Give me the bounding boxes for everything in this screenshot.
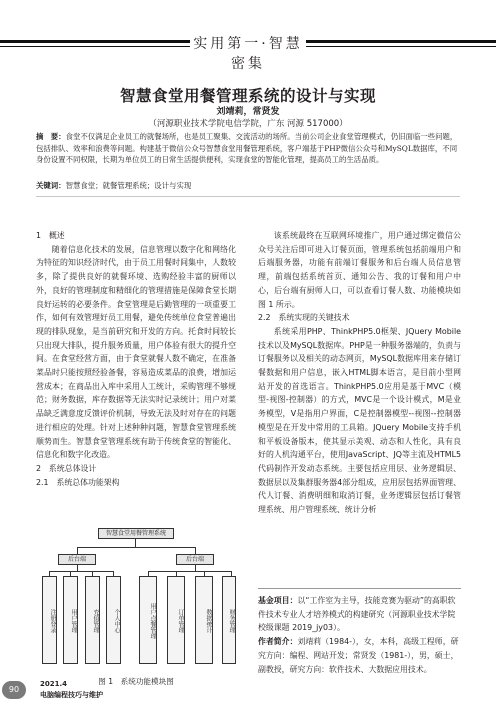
diagram-frontend-box: 后台端	[58, 554, 96, 565]
column-separator: ·	[261, 36, 269, 52]
diagram-connector	[77, 547, 78, 554]
diagram-leaf-box: 个人中心	[106, 576, 121, 664]
fund-text: 以“工作室为主导，技能竞赛为驱动”的高职软件技术专业人才培养模式的构建研究（河源职业技术学院校级课题 2019_jy03）。	[258, 596, 456, 633]
author-note	[258, 635, 461, 676]
diagram-leaf-box: 财务管理	[222, 576, 236, 664]
diagram-connector	[77, 547, 195, 548]
diagram-leaf-box: 充值管理	[85, 576, 100, 664]
column-name: 实用第一	[193, 36, 262, 52]
author-text: 刘靖莉（1984-），女，本科，高级工程师，研究方向：编程、网站开发；常贤发（1981-），男，硕士，副教授，研究方向：软件技术、大数据应用技术。	[258, 637, 459, 674]
left-column	[36, 229, 236, 489]
keywords-label: 关键词：	[36, 181, 66, 190]
diagram-connector	[148, 571, 232, 572]
header-rule-left	[0, 40, 190, 43]
abstract-text: 食堂不仅满足企业员工的就餐场所，也是员工聚集、交流活动的场所。当前公司企业食堂管理模式，仍旧面临一些问题，包括排队、效率和浪费等问题。构建基于微信公众号智慧食堂用餐管理系统，客户端基于PHP微信公众号和MySQL数据库，不同身份设置不同权限，长期为单位员工的日常生活提供便利，实现食堂的智能化管理，提高员工的生活品质。	[36, 132, 458, 165]
diagram-connector	[135, 539, 136, 547]
diagram-leaf-box: 用户点餐管理	[139, 576, 157, 664]
key-tech-paragraph: 系统采用PHP、ThinkPHP5.0框架、JQuery Mobile技术以及MySQL数据库。PHP是一种服务器端的，负责与订餐服务以及相关的动态网页，MySQL数据库用来存储订餐数据和用户信息，嵌入HTML脚本语言，是目前小型网站开发的首选语言。ThinkPHP5.0应用是基于MVC（模型-视图-控制器）的方式，MVC是一个设计模式，M是业务模型，V是指用户界面，C是控制器模型--视图--控制器模型是在开发中常用的工具箱。JQuery Mobile支持手机和平板设备版本，使其显示美观、动态和人性化，具有良好的人机沟通平台，使用JavaScript、JQ等主流及HTML5代码制作开发动态系统。主要包括应用层、业务逻辑层、数据层以及集群服务器4部分组成，应用层包括界面管理、代人订餐、消费明细和取消订餐，业务逻辑层包括订餐管理系统、用户管理系统、统计分析	[258, 326, 461, 515]
journal-name: 电脑编程技巧与维护	[40, 691, 103, 699]
header-thin-rule-left	[0, 46, 190, 47]
keywords-text: 智慧食堂；就餐管理系统；设计与实现	[65, 181, 192, 190]
function-module-diagram	[36, 528, 236, 682]
figure-caption: 图 1 系统功能模块图	[98, 677, 174, 686]
issue-number: 2021.4	[40, 680, 68, 688]
diagram-leaf-box: 订单管理	[167, 576, 185, 664]
section-heading-2: 2 系统总体设计	[36, 463, 97, 473]
paper-title: 智慧食堂用餐管理系统的设计与实现	[119, 87, 376, 105]
paper-authors: 刘靖莉，常贤发	[216, 107, 280, 117]
diagram-leaf-box: 数据统计	[195, 576, 213, 664]
header-thin-rule-right	[306, 46, 496, 47]
diagram-connector	[49, 571, 114, 572]
page-number: 90	[2, 681, 26, 699]
fund-note	[258, 594, 461, 635]
right-column	[258, 229, 461, 517]
abstract	[36, 131, 460, 177]
column-name-2: 智慧密集	[231, 36, 303, 72]
author-label: 作者简介：	[258, 637, 298, 647]
diagram-backend-box: 后台端	[176, 554, 214, 565]
keywords	[36, 180, 460, 191]
footnotes	[258, 594, 461, 676]
paper-affiliation: （河源职业技术学院电信学院，广东 河源 517000）	[148, 119, 348, 129]
section-1-paragraph: 随着信息化技术的发展，信息管理以数字化和网络化为特征的知识经济时代，由于员工用餐时间集中，人数较多，除了提供良好的就餐环境、选购经验丰富的厨师以外，良好的管理制度和精细化的管理措施是保障食堂长期良好运转的必要条件。食堂管理是后勤管理的一项重要工作，如何有效管理好员工用餐，避免传统单位食堂普遍出现的排队现象，是当前研究和开发的方向。托食时间较长只出现大排队，提升服务质量，用户体验有很大的提升空间。在食堂经营方面，由于食堂就餐人数不确定，在准备菜品时只能按照经验备餐，容易造成菜品的浪费，增加运营成本；在商品出入库中采用人工统计，采购管理不够规范；财务数据，库存数据等无法实时记录统计；用户对菜品缺乏满意度反馈评价机制，导致无法及时对存在的问题进行相应的处理。针对上述种种问题，智慧食堂管理系统顺势而生。智慧食堂管理系统有助于传统食堂的智能化、信息化和数字化改造。	[36, 244, 236, 460]
abstract-divider	[36, 196, 460, 197]
section-heading-1: 1 概述	[36, 231, 65, 240]
diagram-leaf-box: 注册登录	[42, 576, 57, 664]
footnote-divider	[258, 588, 461, 589]
abstract-label: 摘 要：	[36, 132, 66, 141]
header-rule-right	[306, 40, 496, 43]
diagram-leaf-box: 用户管理	[63, 576, 78, 664]
diagram-root-box: 智慧食堂用餐管理系统	[98, 528, 174, 539]
fund-label: 基金项目：	[258, 596, 298, 605]
section-heading-2-2: 2.2 系统实现的关键技术	[258, 313, 350, 323]
column-header	[190, 33, 306, 73]
diagram-connector	[195, 547, 196, 554]
section-heading-2-1: 2.1 系统总体功能架构	[36, 477, 120, 487]
intro-continued-paragraph: 该系统最终在互联网环境推广，用户通过绑定微信公众号关注后即可进入订餐页面，管理系统包括前端用户和后端服务器，功能有前端订餐服务和后台端人员信息管理，前端包括系统首页、通知公告、我的订餐和用户中心，后台端有厨师人口，可以查看订餐人数、功能模块如图 1 所示。	[258, 231, 461, 309]
